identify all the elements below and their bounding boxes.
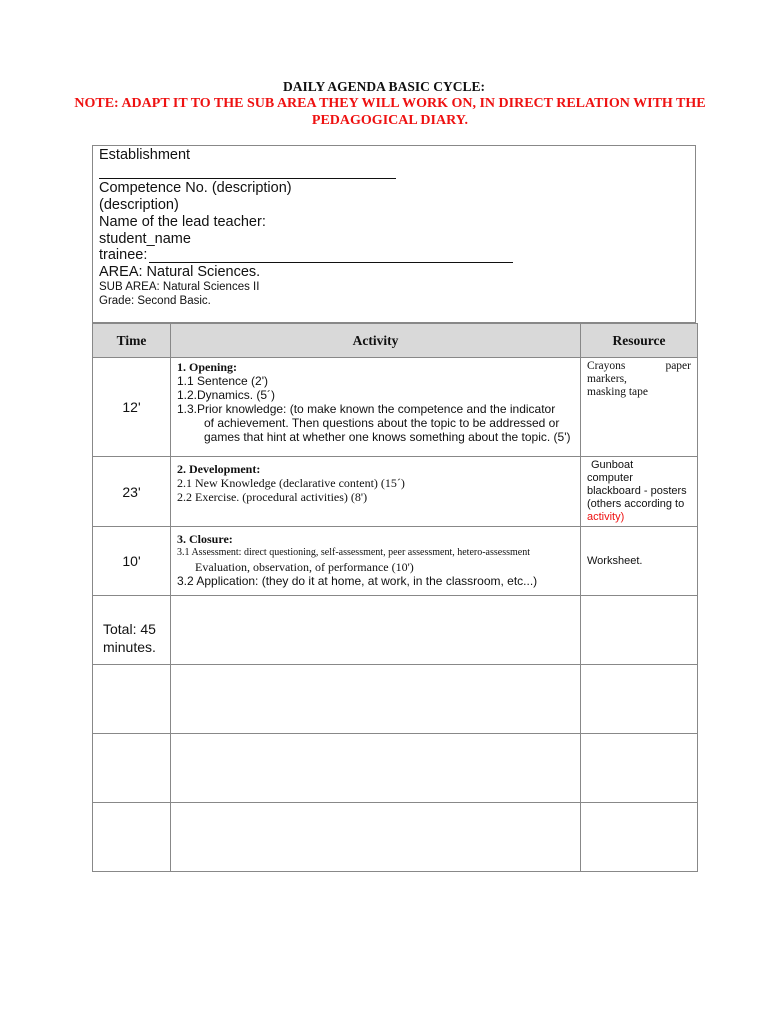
resource-cell — [581, 358, 698, 457]
area-label: AREA: Natural Sciences. — [99, 264, 261, 280]
description-label: (description) — [99, 197, 179, 213]
table-row-opening — [93, 358, 698, 457]
resource-item: computer — [587, 472, 633, 484]
activity-cell — [171, 457, 581, 527]
resource-cell — [581, 457, 698, 527]
resource-item: Gunboat — [591, 459, 634, 471]
grade-label: Grade: Second Basic. — [99, 295, 211, 307]
time-column-header: Time — [93, 324, 171, 358]
lead-teacher-label: Name of the lead teacher: — [99, 214, 266, 230]
resource-item: Worksheet. — [587, 554, 643, 567]
student-name-label: student_name — [99, 231, 191, 247]
resource-item: blackboard - posters — [587, 485, 687, 497]
time-cell — [93, 665, 171, 734]
activity-cell — [171, 665, 581, 734]
resource-item: markers, — [587, 373, 627, 385]
activity-line: 1.3.Prior knowledge: (to make known the competence and the indicator — [177, 402, 556, 416]
activity-heading: 3. Closure: — [177, 532, 233, 546]
time-cell: 10' — [93, 527, 171, 596]
activity-line: Evaluation, observation, of performance (10') — [195, 560, 414, 574]
activity-line: 3.2 Application: (they do it at home, at work, in the classroom, etc...) — [177, 574, 538, 588]
competence-label: Competence No. (description) — [99, 180, 292, 196]
activity-cell — [171, 803, 581, 872]
trainee-label: trainee: — [99, 247, 148, 263]
activity-column-header: Activity — [171, 324, 581, 358]
resource-item: paper — [665, 360, 691, 372]
activity-line: 2.2 Exercise. (procedural activities) (8') — [177, 490, 368, 504]
table-row-closure — [93, 527, 698, 596]
resource-cell — [581, 665, 698, 734]
agenda-table — [92, 323, 698, 872]
establishment-label: Establishment — [99, 147, 191, 163]
activity-line: 3.1 Assessment: direct questioning, self-assessment, peer assessment, hetero-assessment — [177, 547, 530, 558]
time-cell — [93, 734, 171, 803]
header-box — [92, 145, 696, 323]
adaptation-note: NOTE: ADAPT IT TO THE SUB AREA THEY WILL WORK ON, IN DIRECT RELATION WITH THE PEDAGOGICAL DIARY. — [74, 96, 706, 128]
activity-line: of achievement. Then questions about the topic to be addressed or — [204, 416, 560, 430]
trainee-underline — [149, 262, 513, 263]
resource-item: activity) — [587, 511, 625, 523]
resource-item: Crayons — [587, 360, 626, 372]
establishment-underline — [99, 178, 396, 179]
activity-line: 2.1 New Knowledge (declarative content) (15´) — [177, 476, 405, 490]
resource-item: masking tape — [587, 386, 648, 398]
table-row-total — [93, 596, 698, 665]
activity-cell — [171, 358, 581, 457]
table-row-empty — [93, 734, 698, 803]
resource-item: (others according to — [587, 498, 685, 510]
resource-column-header: Resource — [581, 324, 698, 358]
table-row-empty — [93, 803, 698, 872]
resource-cell — [581, 527, 698, 596]
resource-cell — [581, 734, 698, 803]
activity-heading: 1. Opening: — [177, 360, 238, 374]
activity-line: 1.1 Sentence (2') — [177, 374, 269, 388]
table-row-development — [93, 457, 698, 527]
resource-cell — [581, 596, 698, 665]
sub-area-label: SUB AREA: Natural Sciences II — [99, 281, 260, 293]
time-cell: 23' — [93, 457, 171, 527]
total-time-cell: Total: 45 minutes. — [93, 596, 171, 665]
activity-heading: 2. Development: — [177, 462, 261, 476]
resource-line — [587, 360, 691, 373]
activity-cell — [171, 734, 581, 803]
table-header-row — [93, 324, 698, 358]
time-cell: 12' — [93, 358, 171, 457]
activity-line: 1.2.Dynamics. (5´) — [177, 388, 276, 402]
table-row-empty — [93, 665, 698, 734]
resource-cell — [581, 803, 698, 872]
page-title: DAILY AGENDA BASIC CYCLE: — [283, 79, 485, 94]
activity-cell — [171, 527, 581, 596]
activity-line: games that hint at whether one knows something about the topic. (5') — [204, 430, 571, 444]
activity-cell — [171, 596, 581, 665]
time-cell — [93, 803, 171, 872]
